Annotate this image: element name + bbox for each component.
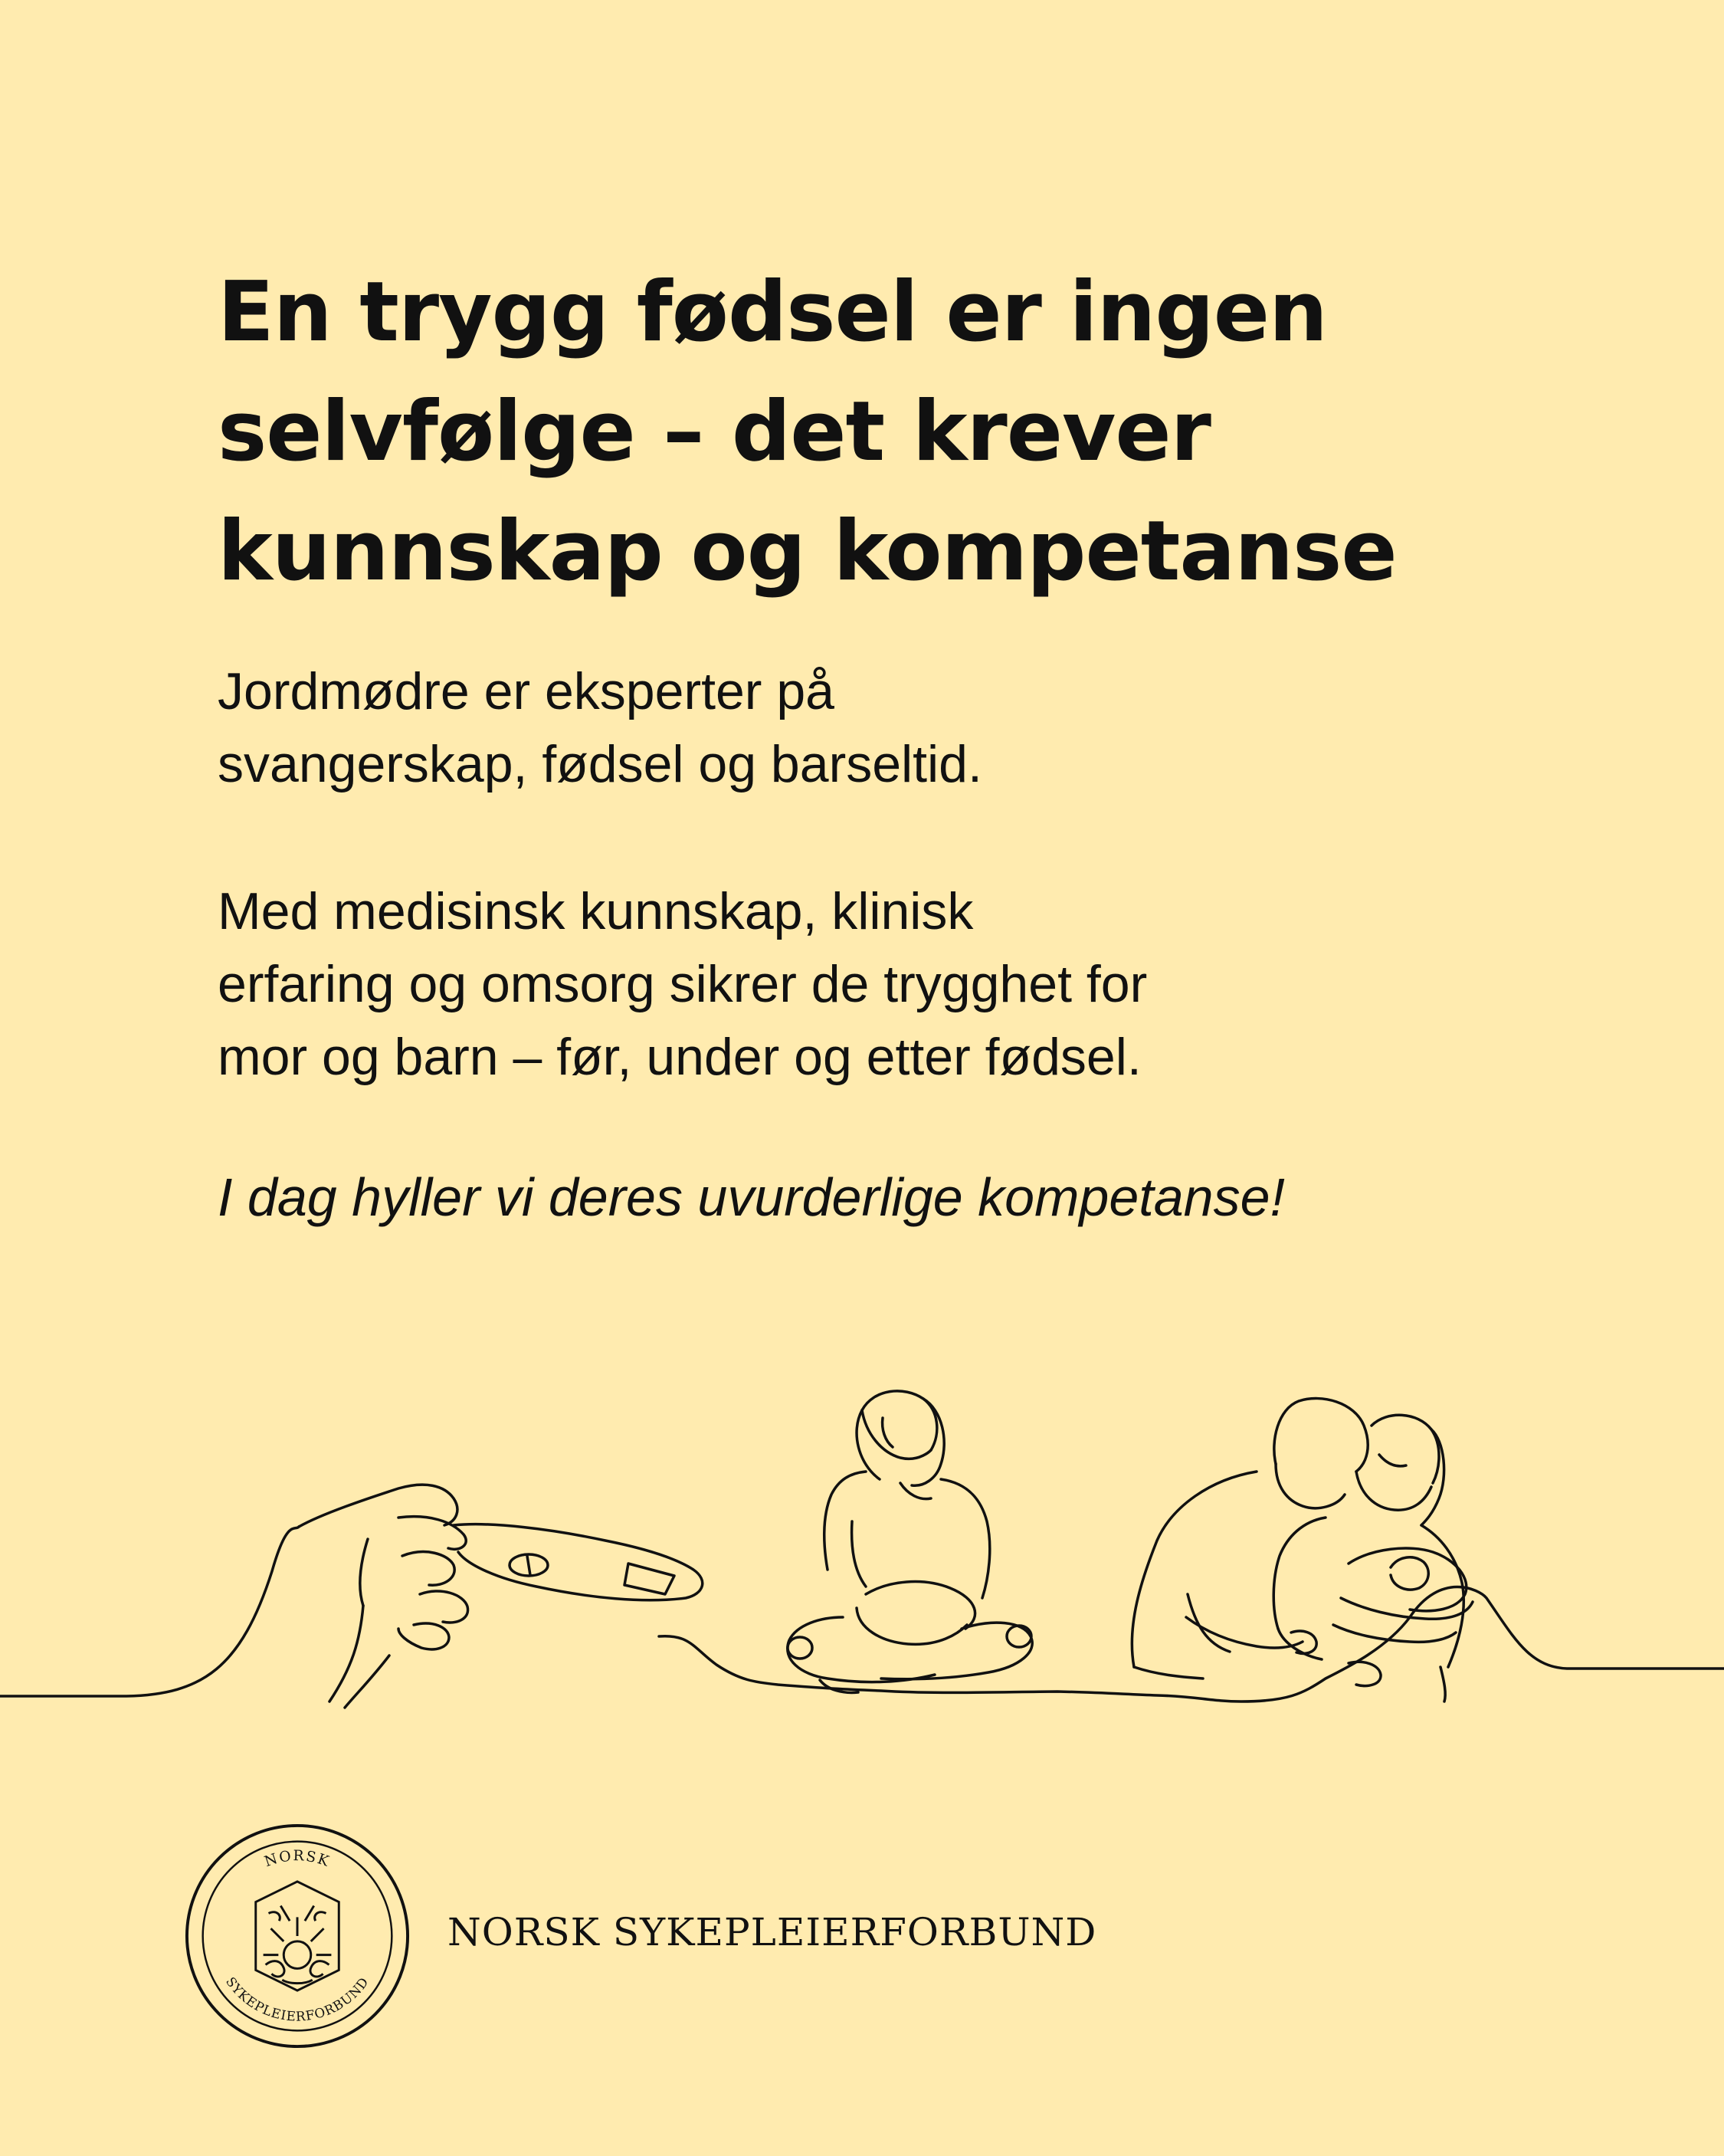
headline-line: selvfølge – det krever bbox=[218, 384, 1211, 480]
pregnant-woman bbox=[788, 1391, 1032, 1693]
svg-text:NORSK bbox=[263, 1848, 333, 1870]
svg-text:SYKEPLEIERFORBUND bbox=[223, 1974, 372, 2024]
headline-line: En trygg fødsel er ingen bbox=[218, 264, 1327, 360]
nsf-logo bbox=[184, 1823, 411, 2049]
logo-ring-top: NORSK bbox=[262, 1848, 333, 1871]
line-art-illustration bbox=[0, 1364, 1724, 1732]
paragraph-line: erfaring og omsorg sikrer de trygghet for bbox=[218, 955, 1148, 1013]
paragraph-line: Jordmødre er eksperter på bbox=[218, 662, 834, 720]
continuous-line bbox=[0, 1527, 1724, 1702]
headline-line: kunnskap og kompetanse bbox=[218, 504, 1397, 599]
intro-paragraph bbox=[218, 655, 1597, 801]
family-with-newborn bbox=[1132, 1399, 1473, 1702]
hand-with-pregnancy-test bbox=[299, 1485, 703, 1708]
tagline: I dag hyller vi deres uvurderlige kompetanse! bbox=[218, 1167, 1285, 1227]
paragraph-line: svangerskap, fødsel og barseltid. bbox=[218, 735, 982, 793]
organization-name: NORSK SYKEPLEIERFORBUND bbox=[447, 1910, 1097, 1954]
paragraph-line: Med medisinsk kunnskap, klinisk bbox=[218, 882, 974, 940]
detail-paragraph bbox=[218, 875, 1597, 1094]
logo-ring-bottom: SYKEPLEIERFORBUND bbox=[223, 1974, 372, 2024]
headline bbox=[218, 253, 1658, 612]
paragraph-line: mor og barn – før, under og etter fødsel. bbox=[218, 1028, 1142, 1086]
sun-emblem-icon bbox=[256, 1882, 339, 1990]
